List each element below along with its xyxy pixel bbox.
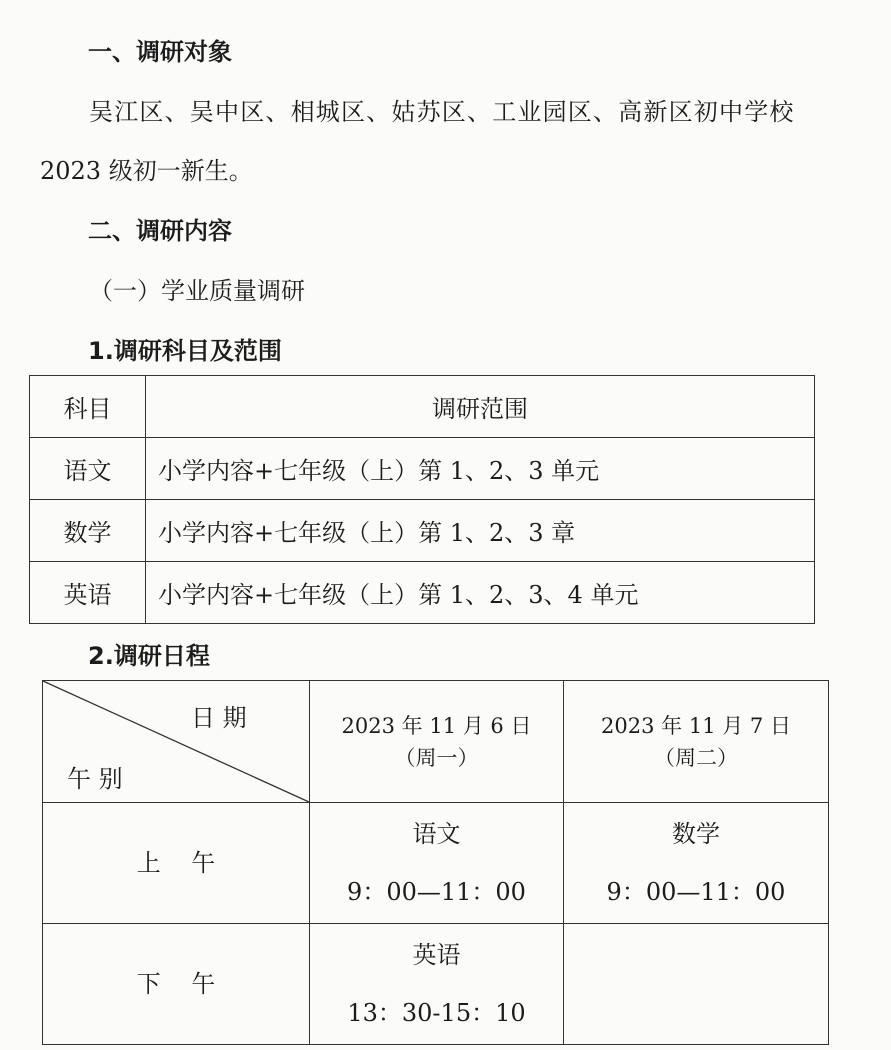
subject-cell: 数学 <box>30 500 146 562</box>
subjects-heading: 1.调研科目及范围 <box>88 337 282 365</box>
subject-cell: 语文 <box>30 438 146 500</box>
range-cell: 小学内容+七年级（上）第 1、2、3 单元 <box>146 438 815 500</box>
cell-subject: 数学 <box>672 820 720 848</box>
cell-time: 9：00—11：00 <box>347 878 526 906</box>
schedule-cell <box>310 803 564 924</box>
cell-subject: 英语 <box>412 941 461 969</box>
schedule-row-morning <box>43 803 829 924</box>
schedule-cell <box>564 803 829 924</box>
period-cell: 下 午 <box>43 924 310 1045</box>
cell-time: 13：30-15：10 <box>347 999 526 1027</box>
section-2-heading: 二、调研内容 <box>88 217 232 245</box>
weekday-text: （周一） <box>394 745 479 770</box>
section-1-line-2: 2023 级初一新生。 <box>40 157 253 185</box>
subjects-table <box>29 375 815 624</box>
date-header-1 <box>310 681 564 803</box>
corner-date-label: 日 期 <box>191 704 247 732</box>
section-1-heading: 一、调研对象 <box>88 38 232 66</box>
date-text: 2023 年 11 月 6 日 <box>341 713 532 738</box>
schedule-cell <box>310 924 564 1045</box>
cell-subject: 语文 <box>412 820 461 848</box>
schedule-header-row <box>43 681 829 803</box>
section-1-line-1: 吴江区、吴中区、相城区、姑苏区、工业园区、高新区初中学校 <box>89 98 795 126</box>
range-cell: 小学内容+七年级（上）第 1、2、3、4 单元 <box>146 562 815 624</box>
subject-cell: 英语 <box>30 562 146 624</box>
range-cell: 小学内容+七年级（上）第 1、2、3 章 <box>146 500 815 562</box>
schedule-cell-empty <box>564 924 829 1045</box>
weekday-text: （周二） <box>654 745 738 770</box>
table-row <box>30 438 815 500</box>
corner-cell <box>43 681 310 803</box>
schedule-row-afternoon <box>43 924 829 1045</box>
subsection-1-title: （一）学业质量调研 <box>89 277 305 305</box>
col-subject-header: 科目 <box>30 376 146 438</box>
cell-time: 9：00—11：00 <box>606 878 786 906</box>
corner-period-label: 午 别 <box>67 765 123 793</box>
table-header-row <box>30 376 815 438</box>
table-row <box>30 562 815 624</box>
schedule-table <box>42 680 829 1045</box>
table-row <box>30 500 815 562</box>
schedule-heading: 2.调研日程 <box>88 642 210 670</box>
date-text: 2023 年 11 月 7 日 <box>601 713 791 738</box>
date-header-2 <box>564 681 829 803</box>
period-cell: 上 午 <box>43 803 310 924</box>
col-range-header: 调研范围 <box>146 376 815 438</box>
